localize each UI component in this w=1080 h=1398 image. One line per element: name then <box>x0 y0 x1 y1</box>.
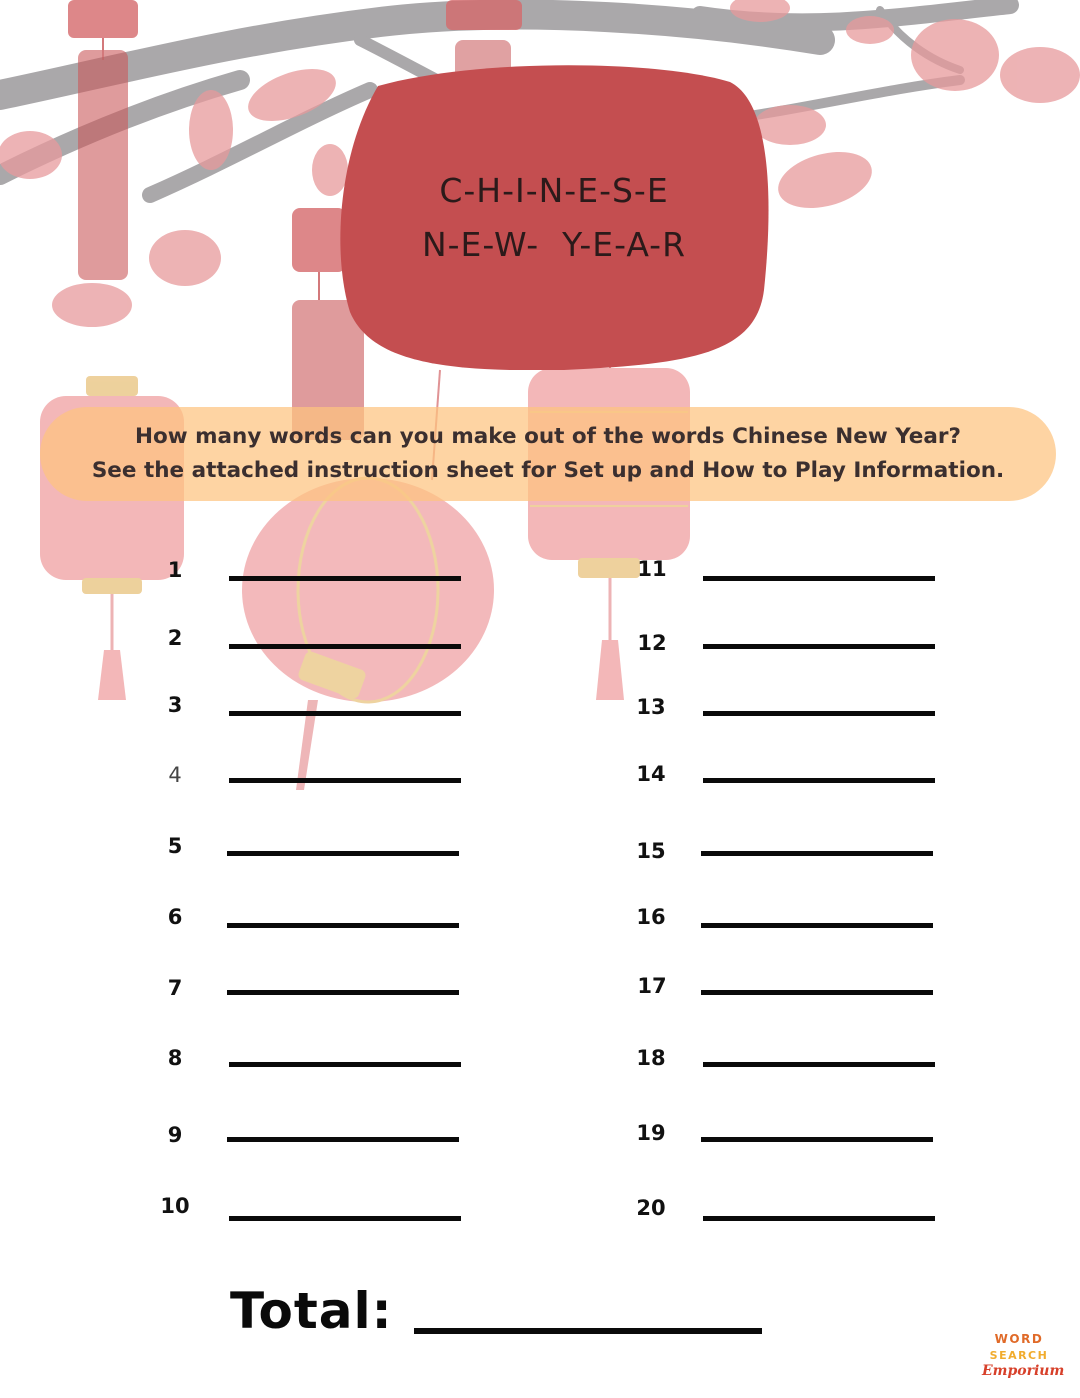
answer-number: 14 <box>636 762 666 786</box>
answer-line[interactable] <box>229 644 461 649</box>
answer-line[interactable] <box>703 778 935 783</box>
logo-line-3: Emporium <box>982 1363 1065 1379</box>
answer-line[interactable] <box>703 576 935 581</box>
answer-number: 19 <box>636 1121 666 1145</box>
answer-line[interactable] <box>229 711 461 716</box>
answer-line[interactable] <box>229 1216 461 1221</box>
logo-line-1: WORD <box>994 1332 1044 1346</box>
answer-number: 12 <box>637 631 667 655</box>
answer-number: 11 <box>637 557 667 581</box>
answer-line[interactable] <box>229 1062 461 1067</box>
answer-line[interactable] <box>227 1137 459 1142</box>
title-line-1: C-H-I-N-E-S-E <box>439 171 669 210</box>
answer-line[interactable] <box>227 923 459 928</box>
answer-number: 2 <box>167 626 183 650</box>
brand-logo <box>982 1332 1065 1379</box>
answer-line[interactable] <box>703 1062 935 1067</box>
instructions-line-1: How many words can you make out of the words Chinese New Year? <box>135 424 961 449</box>
answer-number: 9 <box>167 1123 183 1147</box>
answer-number: 17 <box>637 974 667 998</box>
answer-number: 18 <box>636 1046 666 1070</box>
answer-number: 1 <box>167 558 183 582</box>
answer-line[interactable] <box>227 851 459 856</box>
answer-number: 6 <box>167 905 183 929</box>
logo-line-2: SEARCH <box>989 1349 1049 1362</box>
answer-number: 16 <box>636 905 666 929</box>
page-title <box>338 164 770 272</box>
answer-number: 8 <box>167 1046 183 1070</box>
answer-line[interactable] <box>703 644 935 649</box>
total-answer-line[interactable] <box>414 1328 762 1334</box>
answer-line[interactable] <box>701 990 933 995</box>
answer-line[interactable] <box>229 778 461 783</box>
instructions-line-2: See the attached instruction sheet for Set up and How to Play Information. <box>91 458 1005 483</box>
instructions-banner <box>40 407 1056 501</box>
answer-number: 3 <box>167 693 183 717</box>
title-panel <box>338 64 770 370</box>
answer-line[interactable] <box>701 1137 933 1142</box>
answer-line[interactable] <box>703 711 935 716</box>
answer-line[interactable] <box>227 990 459 995</box>
answer-number: 20 <box>636 1196 666 1220</box>
total-label: Total: <box>230 1282 393 1340</box>
answer-number: 7 <box>167 976 183 1000</box>
answer-line[interactable] <box>701 923 933 928</box>
answer-number: 10 <box>160 1194 190 1218</box>
answer-number: 13 <box>636 695 666 719</box>
answer-line[interactable] <box>701 851 933 856</box>
answer-number: 4 <box>168 763 182 787</box>
answer-line[interactable] <box>229 576 461 581</box>
answer-line[interactable] <box>703 1216 935 1221</box>
answer-number: 5 <box>167 834 183 858</box>
answer-number: 15 <box>636 839 666 863</box>
title-line-2: N-E-W- Y-E-A-R <box>421 225 687 264</box>
